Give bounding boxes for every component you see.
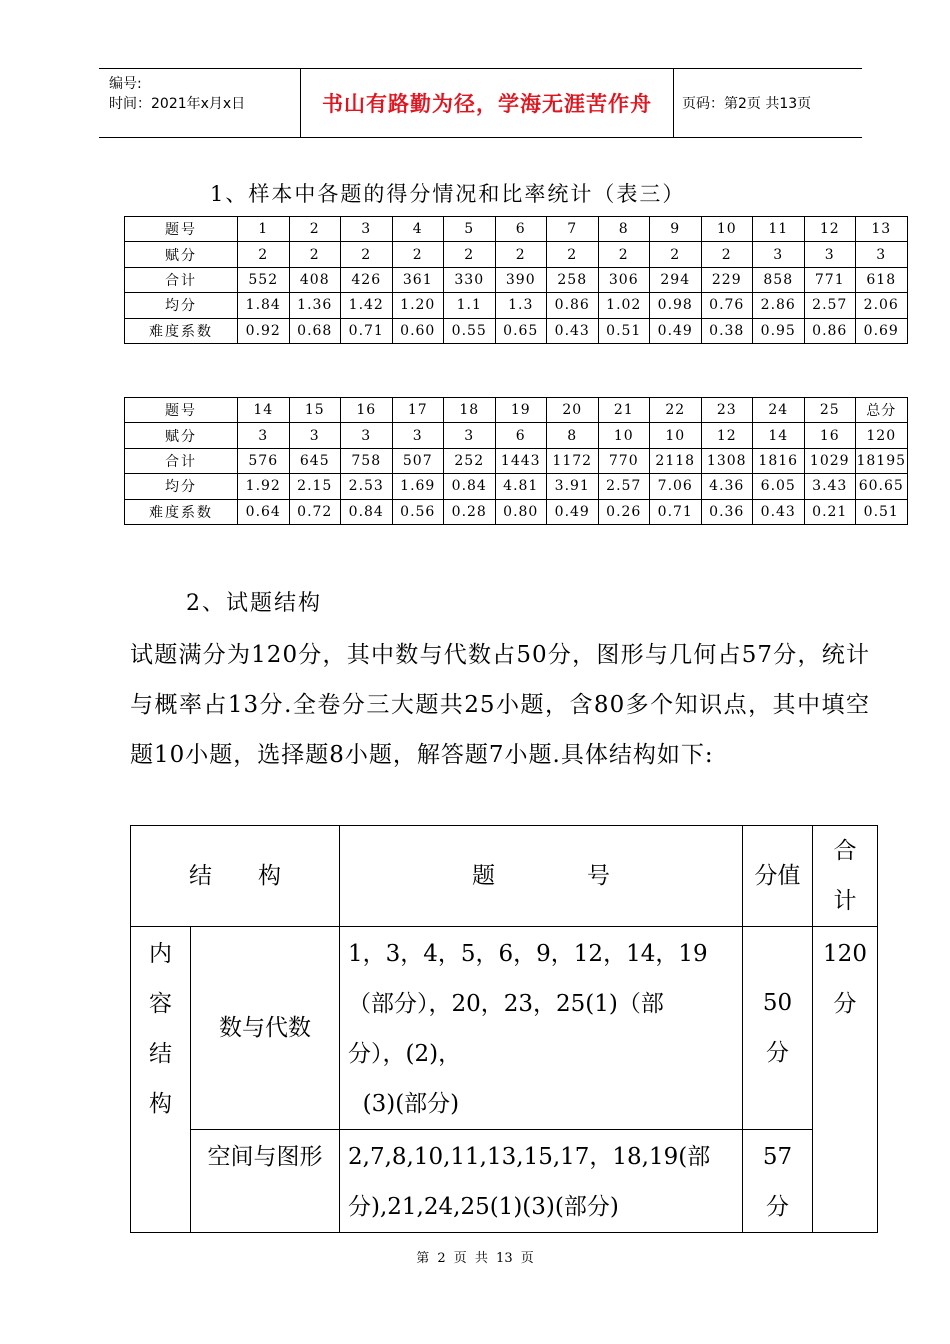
table-cell: 2 [495,242,547,267]
table-cell: 7 [547,217,599,242]
table-cell: 120 [856,423,908,448]
table-cell: 16 [804,423,856,448]
table-cell: 1.84 [238,293,290,318]
table-cell: 2.57 [598,474,650,499]
time-label: 时间：2021年x月x日 [109,96,246,112]
table-cell: 3 [444,423,496,448]
table-cell: 11 [753,217,805,242]
table-cell: 0.84 [444,474,496,499]
table-cell: 2.06 [856,293,908,318]
section2-title: 2、试题结构 [186,591,322,616]
score-table-2 [124,397,908,525]
table-cell: 0.98 [650,293,702,318]
table-cell: 0.36 [701,499,753,524]
table-cell: 0.60 [392,318,444,343]
score-table-1 [124,216,908,344]
head-total-2: 计 [833,888,857,914]
table-cell: 0.43 [753,499,805,524]
table-cell: 10 [598,423,650,448]
table-cell: 15 [289,398,341,423]
table-cell: 0.69 [856,318,908,343]
table-cell: 0.55 [444,318,496,343]
table-cell: 306 [598,267,650,292]
table-cell: 25 [804,398,856,423]
table-cell: 2 [701,242,753,267]
head-score: 分值 [743,826,813,927]
table-cell: 9 [650,217,702,242]
table-cell: 总分 [856,398,908,423]
table-cell: 408 [289,267,341,292]
table-row [125,398,908,423]
table-cell: 0.80 [495,499,547,524]
numbers-space-geometry: 2,7,8,10,11,13,15,17，18,19(部 分),21,24,25(1)(3)(部分) [340,1130,743,1233]
table-cell: 1.42 [341,293,393,318]
table-row [125,242,908,267]
table-cell: 6 [495,217,547,242]
table-cell: 2.86 [753,293,805,318]
table-cell: 1.92 [238,474,290,499]
table-cell: 330 [444,267,496,292]
table-cell: 2.15 [289,474,341,499]
table-cell: 24 [753,398,805,423]
table-cell: 390 [495,267,547,292]
table-cell: 229 [701,267,753,292]
code-label: 编号: [109,76,142,92]
table-cell: 1443 [495,448,547,473]
head-numbers: 题 号 [340,826,743,927]
table-cell: 0.49 [547,499,599,524]
table-cell: 3.43 [804,474,856,499]
total-score: 120 分 [813,927,878,1233]
table-cell: 8 [598,217,650,242]
row-label: 赋分 [125,242,238,267]
table-cell: 6 [495,423,547,448]
table-cell: 2 [392,242,444,267]
table-cell: 2 [289,242,341,267]
table-cell: 294 [650,267,702,292]
table-cell: 1172 [547,448,599,473]
table-cell: 7.06 [650,474,702,499]
table-cell: 1.69 [392,474,444,499]
table-cell: 60.65 [856,474,908,499]
table-cell: 8 [547,423,599,448]
table-cell: 2.53 [341,474,393,499]
table-cell: 0.86 [547,293,599,318]
table-cell: 2 [341,242,393,267]
table-cell: 1816 [753,448,805,473]
page-footer: 第 2 页 共 13 页 [416,1251,534,1266]
table-cell: 0.64 [238,499,290,524]
table-cell: 0.49 [650,318,702,343]
table-cell: 12 [804,217,856,242]
table-cell: 0.26 [598,499,650,524]
table-row [125,474,908,499]
score-space-geometry: 57 分 [743,1130,813,1233]
table-cell: 3 [238,423,290,448]
table-cell: 5 [444,217,496,242]
table-cell: 0.56 [392,499,444,524]
table-cell: 770 [598,448,650,473]
table-cell: 3.91 [547,474,599,499]
table-cell: 6.05 [753,474,805,499]
table-cell: 20 [547,398,599,423]
table-row [125,217,908,242]
table-row [125,423,908,448]
table-row [125,448,908,473]
table-cell: 0.71 [650,499,702,524]
table-cell: 758 [341,448,393,473]
header-motto: 书山有路勤为径，学海无涯苦作舟 [300,69,674,137]
table-cell: 645 [289,448,341,473]
row-label: 难度系数 [125,318,238,343]
table-cell: 0.28 [444,499,496,524]
table-cell: 771 [804,267,856,292]
header-page-label: 页码：第2页 共13页 [682,96,812,112]
structure-table [130,825,878,1233]
table-cell: 2 [444,242,496,267]
table-cell: 3 [392,423,444,448]
table-cell: 1.20 [392,293,444,318]
table-cell: 1.02 [598,293,650,318]
table-cell: 18 [444,398,496,423]
content-structure-label: 内 容 结 构 [131,927,191,1233]
section2-paragraph: 试题满分为120分，其中数与代数占50分，图形与几何占57分，统计与概率占13分.全卷分三大题共25小题，含80多个知识点，其中填空题10小题，选择题8小题，解答题7小题.具体结构如下: [130,642,870,768]
table-cell: 3 [341,217,393,242]
table-cell: 3 [753,242,805,267]
table-cell: 618 [856,267,908,292]
table-cell: 2 [650,242,702,267]
table-cell: 4 [392,217,444,242]
table-cell: 2 [598,242,650,267]
table-cell: 361 [392,267,444,292]
table-cell: 0.84 [341,499,393,524]
table-cell: 0.43 [547,318,599,343]
row-label: 题号 [125,217,238,242]
table-cell: 258 [547,267,599,292]
table-cell: 1.3 [495,293,547,318]
table-cell: 3 [856,242,908,267]
row-label: 题号 [125,398,238,423]
category-number-algebra: 数与代数 [191,927,340,1130]
table-cell: 1308 [701,448,753,473]
head-total-1: 合 [833,838,857,864]
table-row [125,267,908,292]
page-header [99,68,862,138]
table-row [125,499,908,524]
header-meta [99,69,300,137]
table-cell: 17 [392,398,444,423]
table-cell: 19 [495,398,547,423]
table-cell: 4.81 [495,474,547,499]
table-cell: 1.1 [444,293,496,318]
table-cell: 0.71 [341,318,393,343]
table-cell: 0.72 [289,499,341,524]
table-cell: 1029 [804,448,856,473]
table-cell: 14 [238,398,290,423]
table-cell: 10 [701,217,753,242]
table-cell: 576 [238,448,290,473]
numbers-number-algebra: 1，3，4，5，6，9，12，14，19 （部分），20，23，25(1)（部 分），(2)， (3)(部分) [340,927,743,1130]
table-cell: 252 [444,448,496,473]
score-number-algebra: 50 分 [743,927,813,1130]
table-cell: 10 [650,423,702,448]
table-cell: 426 [341,267,393,292]
row-label: 均分 [125,474,238,499]
table-cell: 3 [289,423,341,448]
table-cell: 0.51 [856,499,908,524]
table-cell: 12 [701,423,753,448]
table-cell: 14 [753,423,805,448]
table-row [125,293,908,318]
table-cell: 0.51 [598,318,650,343]
table-cell: 21 [598,398,650,423]
table-cell: 2.57 [804,293,856,318]
table-cell: 0.95 [753,318,805,343]
table-cell: 22 [650,398,702,423]
table-cell: 0.65 [495,318,547,343]
table-cell: 18195 [856,448,908,473]
table-cell: 2 [238,242,290,267]
table-cell: 2 [547,242,599,267]
head-structure: 结 构 [131,826,340,927]
table-cell: 0.76 [701,293,753,318]
table-cell: 3 [804,242,856,267]
table-cell: 1 [238,217,290,242]
table-cell: 507 [392,448,444,473]
table-cell: 13 [856,217,908,242]
table-cell: 552 [238,267,290,292]
table-cell: 23 [701,398,753,423]
section1-title: 1、样本中各题的得分情况和比率统计（表三） [210,182,686,206]
row-label: 均分 [125,293,238,318]
row-label: 赋分 [125,423,238,448]
table-cell: 0.92 [238,318,290,343]
table-cell: 4.36 [701,474,753,499]
category-space-geometry: 空间与图形 [191,1130,340,1233]
table-cell: 0.38 [701,318,753,343]
table-cell: 0.68 [289,318,341,343]
table-row [125,318,908,343]
table-cell: 2 [289,217,341,242]
table-cell: 1.36 [289,293,341,318]
table-cell: 0.86 [804,318,856,343]
table-cell: 16 [341,398,393,423]
table-cell: 2118 [650,448,702,473]
table-cell: 858 [753,267,805,292]
row-label: 难度系数 [125,499,238,524]
table-cell: 3 [341,423,393,448]
table-cell: 0.21 [804,499,856,524]
row-label: 合计 [125,448,238,473]
head-total [813,826,878,927]
row-label: 合计 [125,267,238,292]
